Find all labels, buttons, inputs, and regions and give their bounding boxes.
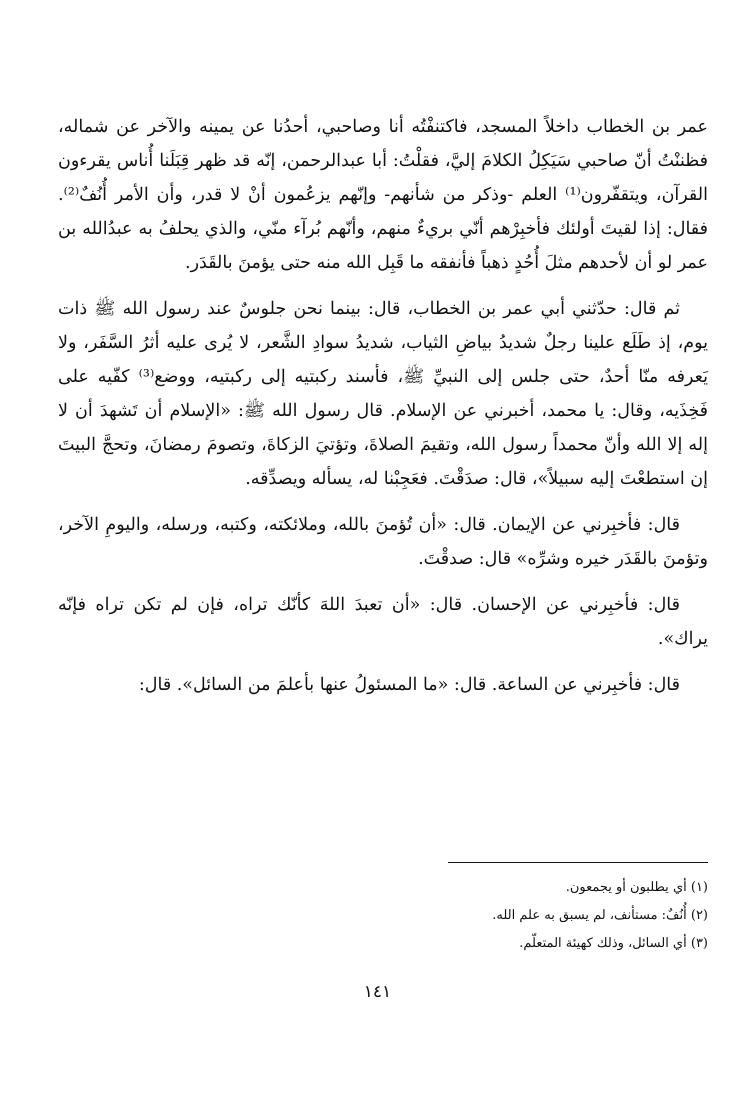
page-number: ١٤١: [363, 982, 392, 1002]
footnote-2: (٢) أُنُفٌ: مستأنف، لم يسبق به علم الله.: [492, 908, 708, 923]
footnote-3: (٣) أي السائل، وذلك كهيئة المتعلّم.: [519, 936, 708, 951]
paragraph-1: عمر بن الخطاب داخلاً المسجد، فاكتنفْتُه أنا وصاحبي، أحدُنا عن يمينه والآخر عن شماله، فظننْتُ أنّ صاحبي سَيَكِلُ الكلامَ إليَّ، فقلْتُ: أبا عبدالرحمن، إنّه قد ظهر قِبَلَنا أُناس يقرءون القرآن، ويتقفّرون⁽¹⁾ العلم -وذكر من شأنهم- وإنّهم يزعُمون أنْ لا قدر، وأن الأمر أُنُفٌ⁽²⁾. فقال: إذا لقيتَ أولئك فأخبِرْهم أنّي بريءٌ منهم، وأنّهم بُرآء منّي، والذي يحلفُ به عبدُالله بن عمر لو أن لأحدهم مثلَ أُحُدٍ ذهباً فأنفقه ما قَبِل الله منه حتى يؤمنَ بالقَدَر.: [58, 117, 708, 273]
paragraph-2: ثم قال: حدّثني أبي عمر بن الخطاب، قال: بينما نحن جلوسٌ عند رسول الله ﷺ ذات يوم، إذ طَلَع علينا رجلٌ شديدُ بياضِ الثياب، شديدُ سوادِ الشَّعر، لا يُرى عليه أثرُ السَّفَر، ولا يَعرفه منّا أحدٌ، حتى جلس إلى النبيِّ ﷺ، فأسند ركبتيه إلى ركبتيه، ووضع⁽³⁾ كفّيه على فَخِذَيه، وقال: يا محمد، أخبرني عن الإسلام. قال رسول الله ﷺ: «الإسلام أن تَشهدَ أن لا إله إلا الله وأنّ محمداً رسول الله، وتقيمَ الصلاةَ، وتؤتيَ الزكاةَ، وتصومَ رمضانَ، وتحجَّ البيتَ إن استطعْتَ إليه سبيلاً»، قال: صدَقْتَ. فعَجِبْنا له، يسأله ويصدِّقه.: [58, 299, 708, 489]
paragraph-5: قال: فأخبِرني عن الساعة. قال: «ما المسئولُ عنها بأعلمَ من السائل». قال:: [138, 675, 680, 695]
footnote-divider: [448, 862, 708, 863]
footnotes: [200, 874, 708, 958]
paragraph-4: قال: فأخبِرني عن الإحسان. قال: «أن تعبدَ اللهَ كأنّك تراه، فإن لم تكن تراه فإنّه يراك».: [58, 595, 708, 649]
footnote-1: (١) أي يطلبون أو يجمعون.: [565, 880, 708, 895]
paragraph-3: قال: فأخبِرني عن الإيمان. قال: «أن تُؤمنَ بالله، وملائكته، وكتبه، ورسله، واليومِ الآخر، وتؤمنَ بالقَدَر خيره وشرِّه» قال: صدقْتَ.: [58, 515, 708, 569]
page-body: [58, 110, 708, 702]
